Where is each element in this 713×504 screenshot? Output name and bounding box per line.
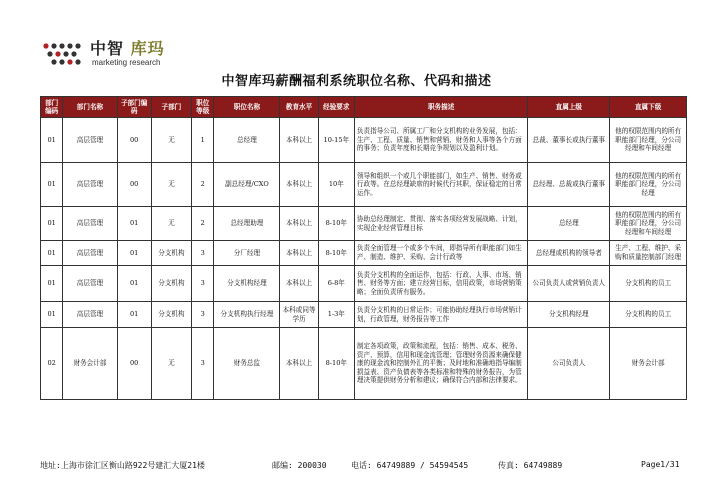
table-cell: 无	[151, 207, 191, 241]
table-cell: 2	[192, 163, 214, 207]
logo-chinese	[90, 36, 165, 59]
table-cell: 高层管理	[63, 266, 117, 302]
table-cell: 负责全面管理一个或多个车间，即指导所有职能部门如生产、制造、维护、采购、会计行政等	[354, 241, 527, 266]
table-cell: 01	[117, 207, 151, 241]
table-cell: 分支机构	[151, 266, 191, 302]
table-body	[41, 118, 687, 400]
footer-postcode: 邮编: 200030	[272, 461, 327, 470]
table-cell: 协助总经理制定、贯彻、落实各项经营发展战略、计划，实现企业经营管理目标	[354, 207, 527, 241]
column-header: 部门编码	[41, 97, 63, 118]
table-cell: 总经理助理	[214, 207, 280, 241]
table-cell: 总经理	[528, 207, 610, 241]
column-header: 职务描述	[354, 97, 527, 118]
table-cell: 分厂经理	[214, 241, 280, 266]
table-cell: 00	[117, 163, 151, 207]
job-table	[40, 96, 687, 400]
column-header: 经验要求	[318, 97, 354, 118]
footer-phone: 电话: 64749889 / 54594545	[351, 461, 469, 470]
column-header: 部门名称	[63, 97, 117, 118]
table-cell: 3	[192, 328, 214, 400]
table-cell: 高层管理	[63, 302, 117, 328]
table-row	[41, 118, 687, 163]
table-row	[41, 266, 687, 302]
table-cell: 总经理	[214, 118, 280, 163]
table-cell: 分支机构	[151, 302, 191, 328]
table-cell: 本科以上	[280, 163, 318, 207]
table-cell: 2	[192, 207, 214, 241]
table-cell: 高层管理	[63, 207, 117, 241]
table-cell: 总经理或机构的领导者	[528, 241, 610, 266]
table-cell: 副总经理/CXO	[214, 163, 280, 207]
table-cell: 01	[41, 241, 63, 266]
table-cell: 01	[117, 266, 151, 302]
table-cell: 财务会计部	[63, 328, 117, 400]
table-cell: 生产、工程、维护、采购和质量控制部门经理	[610, 241, 687, 266]
table-cell: 他的权限范围内的所有职能部门经理，分公司经理和车间经理	[610, 207, 687, 241]
table-row	[41, 207, 687, 241]
column-header: 直属下级	[610, 97, 687, 118]
table-cell: 01	[117, 302, 151, 328]
column-header: 职位等级	[192, 97, 214, 118]
column-header: 子部门	[151, 97, 191, 118]
table-cell: 分支机构的员工	[610, 302, 687, 328]
logo-english: marketing research	[92, 58, 161, 67]
table-cell: 10-15年	[318, 118, 354, 163]
table-row	[41, 328, 687, 400]
table-cell: 他的权限范围内的所有职能部门经理，分公司经理	[610, 163, 687, 207]
table-cell: 01	[41, 207, 63, 241]
table-cell: 本科以上	[280, 118, 318, 163]
table-cell: 00	[117, 118, 151, 163]
table-cell: 3	[192, 266, 214, 302]
table-cell: 无	[151, 328, 191, 400]
table-cell: 分支机构经理	[214, 266, 280, 302]
table-cell: 10年	[318, 163, 354, 207]
footer-page: Page1/31	[641, 460, 680, 469]
table-cell: 8-10年	[318, 207, 354, 241]
table-cell: 财务总监	[214, 328, 280, 400]
table-row	[41, 163, 687, 207]
table-row	[41, 241, 687, 266]
table-cell: 负责分支机构的全面运作，包括：行政、人事、市场、销售、财务等方面；建立经营目标，信用政策，市场营销策略；全面负责所有服务。	[354, 266, 527, 302]
table-cell: 本科或同等学历	[280, 302, 318, 328]
logo-cn-part1: 中智	[90, 39, 125, 58]
table-cell: 分支机构执行经理	[214, 302, 280, 328]
table-cell: 1	[192, 118, 214, 163]
footer-address: 地址:上海市徐汇区衡山路922号建汇大厦21楼	[40, 461, 205, 470]
table-cell: 01	[41, 118, 63, 163]
column-header: 直属上级	[528, 97, 610, 118]
column-header: 子部门编码	[117, 97, 151, 118]
table-cell: 无	[151, 118, 191, 163]
logo-dots-icon	[40, 40, 84, 70]
table-cell: 6-8年	[318, 266, 354, 302]
table-cell: 无	[151, 163, 191, 207]
table-cell: 01	[117, 241, 151, 266]
table-cell: 本科以上	[280, 328, 318, 400]
table-cell: 领导和组织一个或几个职能部门，如生产、销售、财务或行政等。在总经理缺席的时候代行其职，保证稳定的日常运作。	[354, 163, 527, 207]
table-cell: 3	[192, 241, 214, 266]
table-cell: 01	[41, 163, 63, 207]
header-row	[41, 97, 687, 118]
footer-fax: 传真: 64749889	[498, 461, 563, 470]
table-cell: 负责指导公司、所属工厂和分支机构的业务发展，包括：生产、工程、质量、销售和营销、财务和人事等各个方面的事务；负责年度和长期竞争规划以及盈利计划。	[354, 118, 527, 163]
table-cell: 制定各项政策，政策和流程，包括：销售、成本、税务、资产、预算，信用和现金流管理；管理财务资源来确保健康的现金流和控制外汇的平衡；及时地和准确地指导编制损益表、资产负债表等各类标准和特殊的财务报告，为管理决策提供财务分析和建议；确保符合内部和法律要求。	[354, 328, 527, 400]
table-cell: 8-10年	[318, 328, 354, 400]
table-cell: 公司负责人	[528, 328, 610, 400]
table-cell: 公司负责人或营销负责人	[528, 266, 610, 302]
table-cell: 1-3年	[318, 302, 354, 328]
table-row	[41, 302, 687, 328]
table-cell: 8-10年	[318, 241, 354, 266]
table-cell: 本科以上	[280, 241, 318, 266]
table-cell: 02	[41, 328, 63, 400]
column-header: 职位名称	[214, 97, 280, 118]
table-cell: 分支机构	[151, 241, 191, 266]
table-cell: 01	[41, 266, 63, 302]
table-cell: 01	[41, 302, 63, 328]
table-cell: 本科以上	[280, 207, 318, 241]
page-title: 中智库玛薪酬福利系统职位名称、代码和描述	[221, 74, 492, 89]
table-cell: 财务会计部	[610, 328, 687, 400]
table-cell: 总经理、总裁或执行董事	[528, 163, 610, 207]
table-cell: 00	[117, 328, 151, 400]
table-cell: 高层管理	[63, 241, 117, 266]
table-cell: 本科以上	[280, 266, 318, 302]
table-cell: 3	[192, 302, 214, 328]
table-cell: 高层管理	[63, 118, 117, 163]
table-cell: 他的权限范围内的所有职能部门经理，分公司经理和车间经理	[610, 118, 687, 163]
table-cell: 负责分支机构的日常运作；可能协助经理执行市场营销计划，行政管理，财务报告等工作	[354, 302, 527, 328]
table-cell: 分支机构的员工	[610, 266, 687, 302]
table-cell: 分支机构经理	[528, 302, 610, 328]
logo-cn-part2: 库玛	[130, 39, 165, 58]
table-cell: 高层管理	[63, 163, 117, 207]
company-logo	[40, 36, 190, 72]
table-cell: 总裁、董事长或执行董事	[528, 118, 610, 163]
column-header: 教育水平	[280, 97, 318, 118]
